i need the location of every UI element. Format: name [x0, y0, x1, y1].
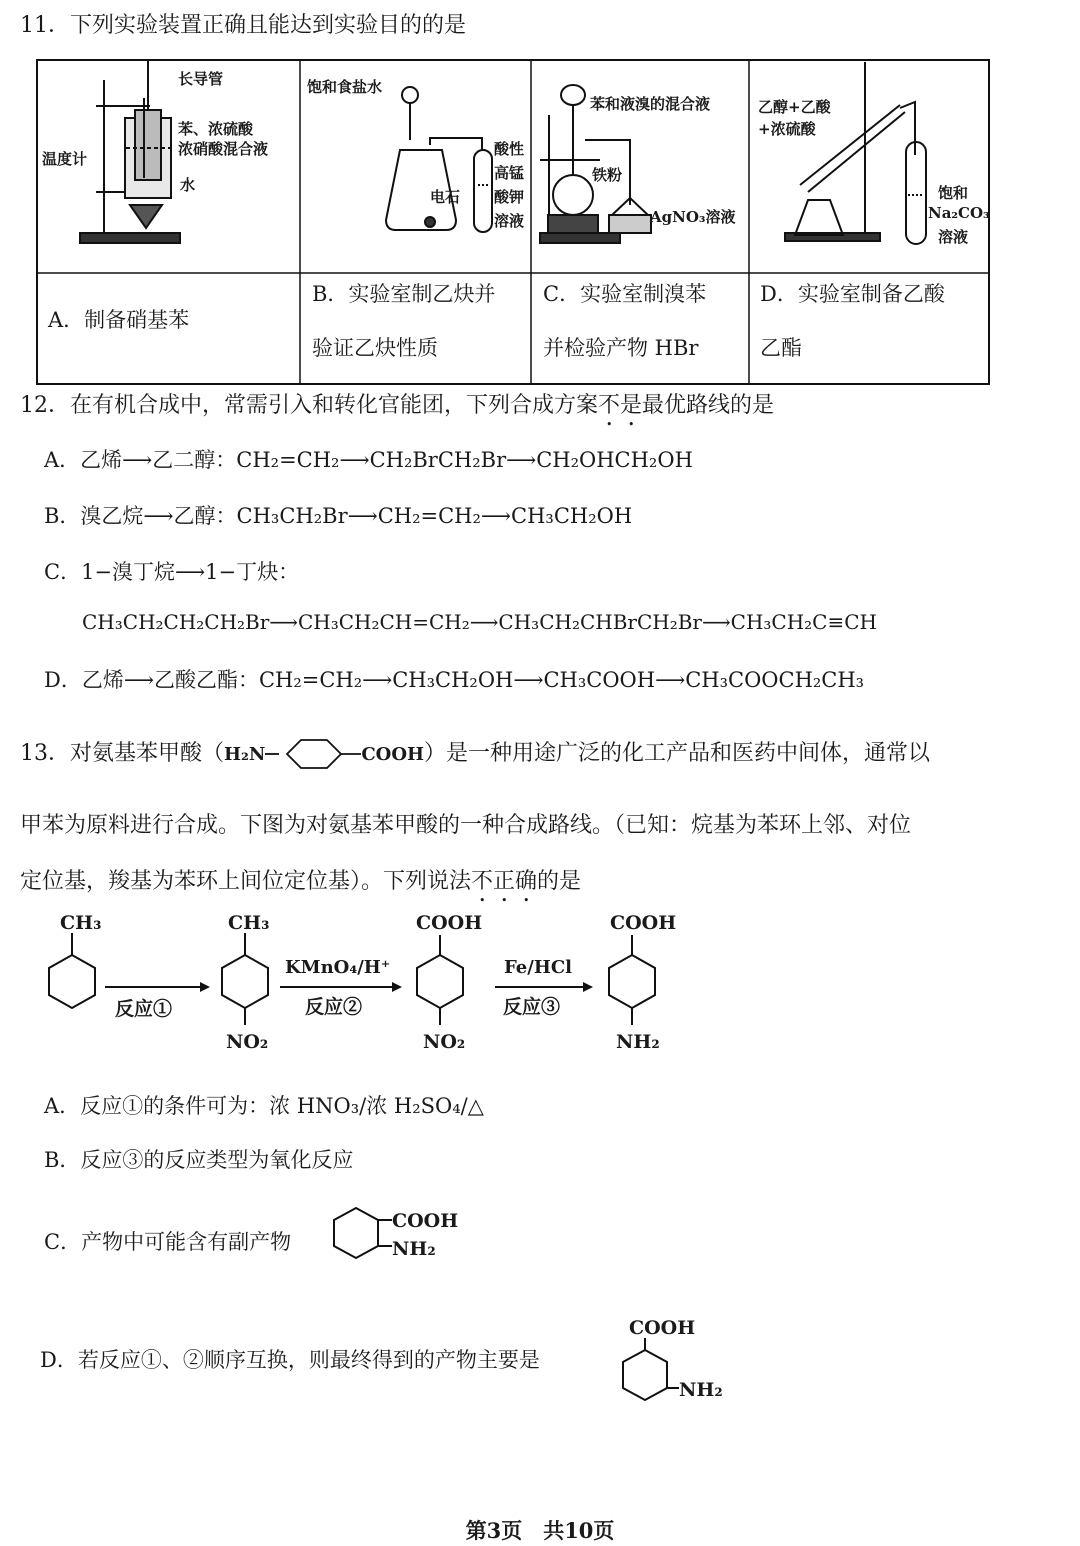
- q12-option-d: D．乙烯⟶乙酸乙酯：CH₂=CH₂⟶CH₃CH₂OH⟶CH₃COOH⟶CH₃COOCH₂CH₃: [44, 668, 865, 692]
- caption-c-line1: C．实验室制溴苯: [543, 282, 707, 306]
- q11-stem: 11．下列实验装置正确且能达到实验目的的是: [20, 13, 466, 38]
- p-nitrobenzoic-acid-structure: [417, 935, 463, 1025]
- q12-stem: 12．在有机合成中，常需引入和转化官能团，下列合成方案不是最优路线的是: [20, 393, 775, 418]
- apparatus-b-image: [386, 87, 492, 232]
- m-aminobenzoic-acid-structure: [605, 1310, 735, 1410]
- q13-stem-line1: 13．对氨基苯甲酸（H₂N COOH）是一种用途广泛的化工产品和医药中间体，通常以: [20, 736, 930, 771]
- aminobenzoic-cooh-label: COOH: [610, 912, 677, 934]
- nitrotoluene-ch3-label: CH₃: [228, 912, 270, 934]
- label-calcium-carbide: 电石: [430, 188, 461, 206]
- aminobenzoic-nh2-label: NH₂: [616, 1031, 660, 1053]
- label-saturated: 饱和: [938, 184, 969, 202]
- caption-b-line1: B．实验室制乙炔并: [312, 282, 496, 306]
- d-nh2-label: NH₂: [679, 1379, 723, 1401]
- q13-option-d: D．若反应①、②顺序互换，则最终得到的产物主要是: [40, 1348, 540, 1372]
- page-footer: 第3页 共10页: [465, 1518, 615, 1543]
- q12-option-a: A．乙烯⟶乙二醇：CH₂=CH₂⟶CH₂BrCH₂Br⟶CH₂OHCH₂OH: [44, 448, 693, 472]
- reaction-3-reagent: Fe/HCl: [504, 957, 572, 978]
- reaction-2-label: 反应②: [305, 996, 363, 1018]
- apparatus-d-image: [785, 62, 926, 244]
- reaction-1-label: 反应①: [115, 998, 173, 1020]
- caption-c-line2: 并检验产物 HBr: [543, 336, 699, 360]
- q13-stem-line2: 甲苯为原料进行合成。下图为对氨基苯甲酸的一种合成路线。（已知：烷基为苯环上邻、对位: [20, 813, 912, 838]
- label-solution-b: 溶液: [494, 212, 525, 230]
- q13-option-c: C．产物中可能含有副产物: [44, 1230, 292, 1254]
- toluene-ch3-label: CH₃: [60, 912, 102, 934]
- apparatus-a-image: [80, 60, 180, 243]
- c-nh2-label: NH₂: [392, 1238, 436, 1260]
- q13-stem-line3: 定位基，羧基为苯环上间位定位基）。下列说法不正确的是: [20, 869, 582, 894]
- caption-d-line2: 乙酯: [760, 336, 802, 360]
- label-brine: 饱和食盐水: [307, 78, 383, 96]
- label-agno3: AgNO₃溶液: [650, 208, 736, 226]
- q13-option-b: B．反应③的反应类型为氧化反应: [44, 1148, 354, 1172]
- label-ethanol-acid: 乙醇+乙酸: [758, 98, 831, 116]
- label-solution-d: 溶液: [938, 228, 969, 246]
- anthranilic-acid-structure: [326, 1200, 476, 1270]
- label-water: 水: [180, 176, 196, 194]
- label-long-tube: 长导管: [178, 70, 224, 88]
- toluene-structure: [49, 933, 95, 1008]
- q11-table: [0, 0, 1080, 400]
- label-na2co3: Na₂CO₃: [928, 204, 990, 222]
- label-nitric-mix: 浓硝酸混合液: [178, 140, 269, 158]
- caption-a: A．制备硝基苯: [48, 308, 190, 332]
- c-cooh-label: COOH: [392, 1210, 459, 1232]
- q12-option-c: C．1−溴丁烷⟶1−丁炔：: [44, 560, 300, 584]
- d-cooh-label: COOH: [629, 1317, 696, 1339]
- label-high-manganese: 高锰: [494, 164, 525, 182]
- label-potassium: 酸钾: [494, 188, 525, 206]
- label-acidic: 酸性: [494, 140, 525, 158]
- reaction-3-label: 反应③: [503, 996, 561, 1018]
- synthesis-scheme: [0, 905, 1080, 1060]
- q12-option-b: B．溴乙烷⟶乙醇：CH₃CH₂Br⟶CH₂=CH₂⟶CH₃CH₂OH: [44, 504, 633, 528]
- p-nitrotoluene-structure: [222, 933, 268, 1025]
- nitrobenzoic-cooh-label: COOH: [416, 912, 483, 934]
- nitrobenzoic-no2-label: NO₂: [423, 1031, 466, 1053]
- caption-b-line2: 验证乙炔性质: [312, 336, 438, 360]
- q12-option-c-route: CH₃CH₂CH₂CH₂Br⟶CH₃CH₂CH=CH₂⟶CH₃CH₂CHBrCH₂Br⟶CH₃CH₂C≡CH: [82, 610, 877, 634]
- label-benzene-sulfuric: 苯、浓硫酸: [178, 120, 254, 138]
- label-benzene-bromine: 苯和液溴的混合液: [590, 95, 711, 113]
- label-thermometer: 温度计: [42, 150, 88, 168]
- benzene-ring-inline: [265, 737, 361, 771]
- label-iron-powder: 铁粉: [592, 166, 623, 184]
- p-aminobenzoic-acid-structure: [609, 935, 655, 1025]
- nitrotoluene-no2-label: NO₂: [226, 1031, 269, 1053]
- q13-option-a: A．反应①的条件可为：浓 HNO₃/浓 H₂SO₄/△: [44, 1094, 484, 1118]
- label-conc-sulfuric: +浓硫酸: [758, 120, 816, 138]
- caption-d-line1: D．实验室制备乙酸: [760, 282, 945, 306]
- reaction-2-reagent: KMnO₄/H⁺: [285, 957, 391, 978]
